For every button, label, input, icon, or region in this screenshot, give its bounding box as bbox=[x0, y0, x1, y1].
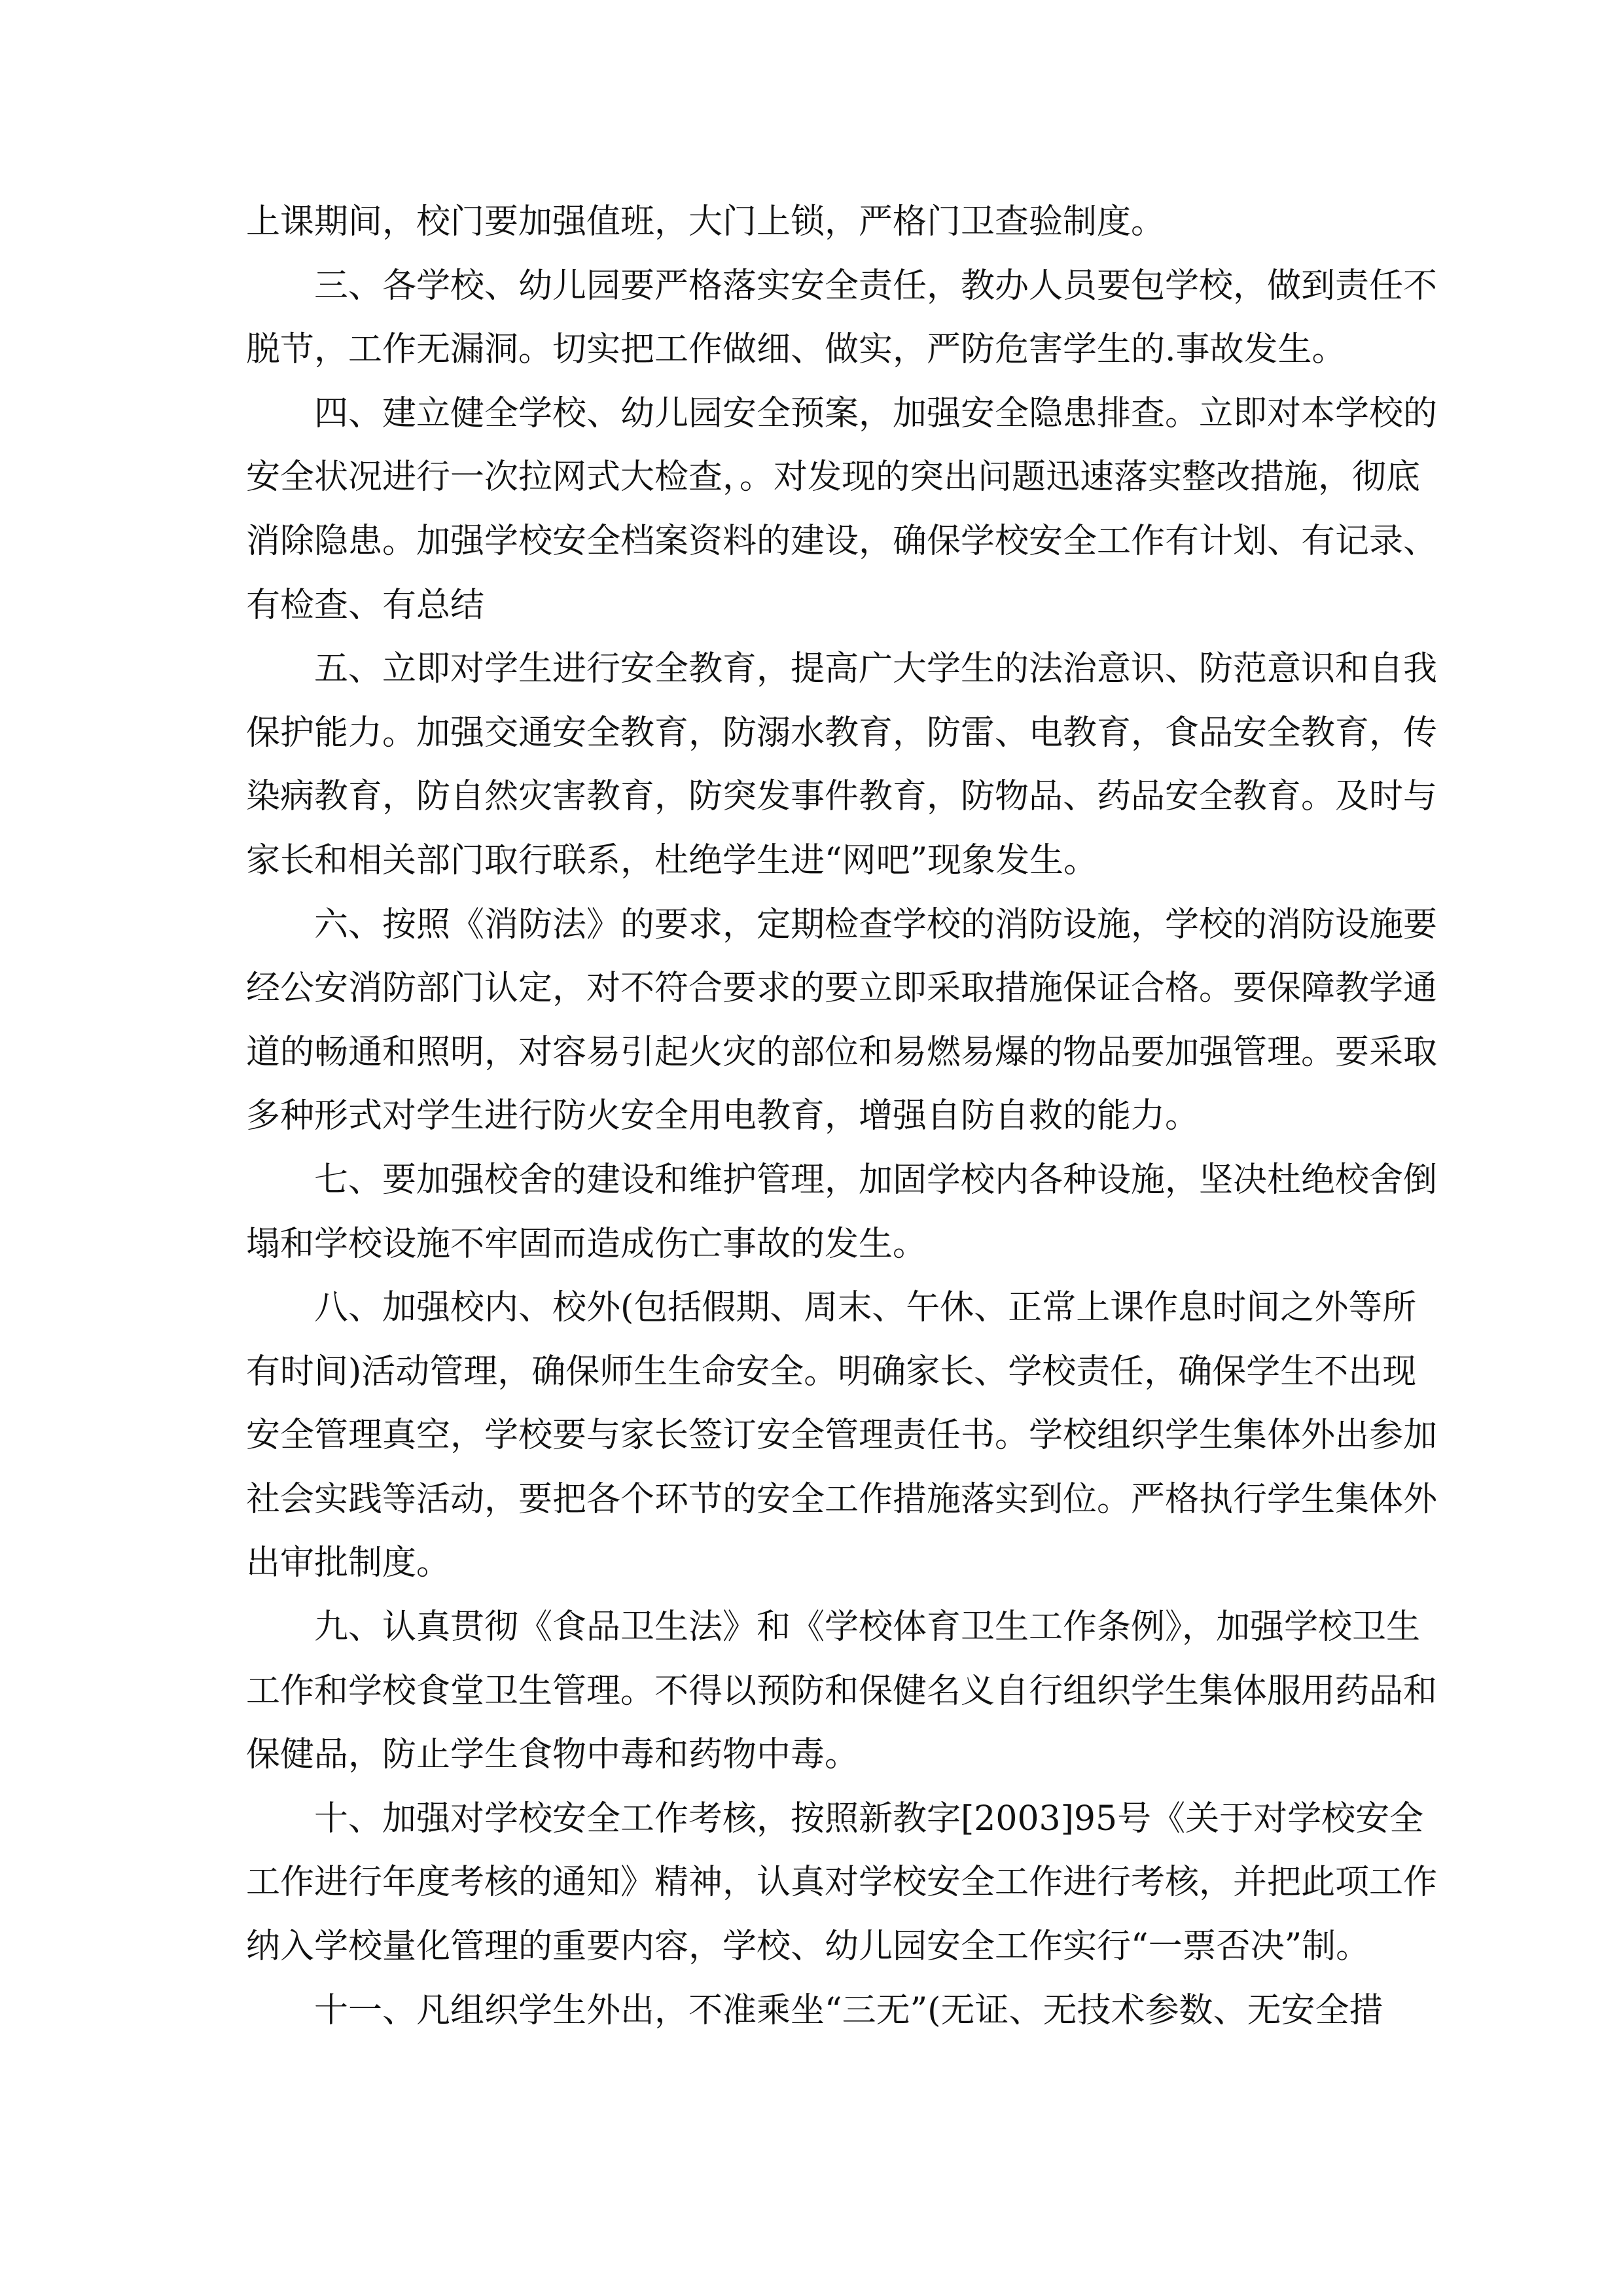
text-line: 家长和相关部门取行联系，杜绝学生进“网吧”现象发生。 bbox=[246, 840, 1098, 880]
text-line: 四、建立健全学校、幼儿园安全预案，加强安全隐患排查。立即对本学校的 bbox=[314, 393, 1438, 433]
text-line: 多种形式对学生进行防火安全用电教育，增强自防自救的能力。 bbox=[246, 1096, 1200, 1136]
text-line: 纳入学校量化管理的重要内容，学校、幼儿园安全工作实行“一票否决”制。 bbox=[246, 1927, 1370, 1967]
text-line: 七、要加强校舍的建设和维护管理，加固学校内各种设施，坚决杜绝校舍倒 bbox=[314, 1160, 1438, 1200]
text-line: 八、加强校内、校外(包括假期、周末、午休、正常上课作息时间之外等所 bbox=[314, 1288, 1417, 1328]
paragraph bbox=[246, 1596, 1438, 1787]
text-line: 脱节，工作无漏洞。切实把工作做细、做实，严防危害学生的.事故发生。 bbox=[246, 330, 1346, 370]
text-line: 塌和学校设施不牢固而造成伤亡事故的发生。 bbox=[246, 1224, 927, 1264]
text-line: 保健品，防止学生食物中毒和药物中毒。 bbox=[246, 1735, 859, 1775]
text-line: 社会实践等活动，要把各个环节的安全工作措施落实到位。严格执行学生集体外 bbox=[246, 1479, 1438, 1519]
paragraph bbox=[246, 1149, 1438, 1276]
text-line: 十、加强对学校安全工作考核，按照新教字[2003]95号《关于对学校安全 bbox=[314, 1799, 1424, 1839]
text-line: 经公安消防部门认定，对不符合要求的要立即采取措施保证合格。要保障教学通 bbox=[246, 969, 1438, 1009]
paragraph bbox=[246, 382, 1438, 637]
text-line: 安全管理真空，学校要与家长签订安全管理责任书。学校组织学生集体外出参加 bbox=[246, 1416, 1438, 1456]
text-line: 六、按照《消防法》的要求，定期检查学校的消防设施，学校的消防设施要 bbox=[314, 905, 1438, 944]
paragraph bbox=[246, 190, 1377, 255]
text-line: 消除隐患。加强学校安全档案资料的建设，确保学校安全工作有计划、有记录、 bbox=[246, 521, 1438, 561]
paragraph bbox=[246, 1979, 1383, 2043]
paragraph bbox=[246, 1787, 1438, 1979]
text-line: 上课期间，校门要加强值班，大门上锁，严格门卫查验制度。 bbox=[246, 202, 1166, 242]
text-line: 保护能力。加强交通安全教育，防溺水教育，防雷、电教育，食品安全教育，传 bbox=[246, 713, 1438, 753]
paragraph bbox=[246, 893, 1438, 1149]
text-line: 三、各学校、幼儿园要严格落实安全责任，教办人员要包学校，做到责任不 bbox=[314, 266, 1438, 306]
paragraph bbox=[246, 255, 1438, 382]
text-line: 工作和学校食堂卫生管理。不得以预防和保健名义自行组织学生集体服用药品和 bbox=[246, 1671, 1438, 1711]
text-line: 安全状况进行一次拉网式大检查，。对发现的突出问题迅速落实整改措施，彻底 bbox=[246, 457, 1421, 497]
text-line: 有检查、有总结 bbox=[246, 585, 485, 625]
paragraph bbox=[246, 637, 1438, 893]
text-line: 有时间)活动管理，确保师生生命安全。明确家长、学校责任，确保学生不出现 bbox=[246, 1352, 1417, 1391]
text-line: 十一、凡组织学生外出，不准乘坐“三无”(无证、无技术参数、无安全措 bbox=[314, 1990, 1383, 2030]
text-line: 染病教育，防自然灾害教育，防突发事件教育，防物品、药品安全教育。及时与 bbox=[246, 777, 1438, 817]
paragraph bbox=[246, 1276, 1438, 1596]
text-line: 道的畅通和照明，对容易引起火灾的部位和易燃易爆的物品要加强管理。要采取 bbox=[246, 1032, 1438, 1072]
text-line: 五、立即对学生进行安全教育，提高广大学生的法治意识、防范意识和自我 bbox=[314, 649, 1438, 689]
text-line: 出审批制度。 bbox=[246, 1543, 451, 1583]
text-line: 九、认真贯彻《食品卫生法》和《学校体育卫生工作条例》，加强学校卫生 bbox=[314, 1607, 1421, 1647]
document-body bbox=[246, 190, 1438, 2043]
text-line: 工作进行年度考核的通知》精神，认真对学校安全工作进行考核，并把此项工作 bbox=[246, 1863, 1438, 1903]
